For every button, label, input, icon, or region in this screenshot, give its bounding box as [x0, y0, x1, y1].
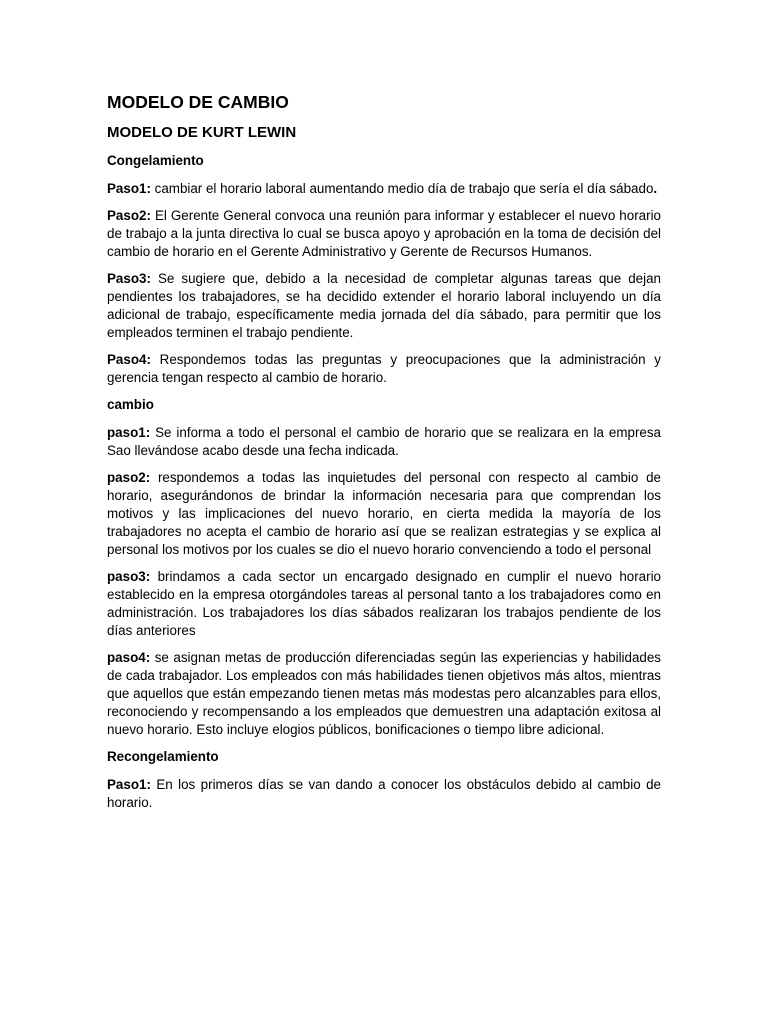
step-label: Paso1:	[107, 777, 151, 792]
section-heading-congelamiento: Congelamiento	[107, 153, 204, 168]
paragraph	[107, 351, 661, 387]
step-trail: .	[653, 181, 658, 196]
step-text: respondemos a todas las inquietudes del personal con respecto al cambio de horario, asegurándonos de brindar la información necesaria para que comprendan los motivos y las implicaciones del nuevo horario, en cierta medida la mayoría de los trabajadores no acepta el cambio de horario así que se realizan estrategias y se explica al personal los motivos por los cuales se dio el nuevo horario convenciendo a todo el personal	[107, 470, 661, 557]
document-title: MODELO DE CAMBIO	[107, 92, 289, 112]
paragraph	[107, 469, 661, 559]
paragraph	[107, 207, 661, 261]
step-text: En los primeros días se van dando a conocer los obstáculos debido al cambio de horario.	[107, 777, 661, 810]
step-label: Paso4:	[107, 352, 151, 367]
document-subtitle: MODELO DE KURT LEWIN	[107, 124, 297, 141]
step-text: se asignan metas de producción diferenciadas según las experiencias y habilidades de cada trabajador. Los empleados con más habilidades tienen objetivos más altos, mientras que aquellos que están empezando tienen metas más modestas pero alcanzables para ellos, reconociendo y recompensando a los empleados que demuestren una adaptación exitosa al nuevo horario. Esto incluye elogios públicos, bonificaciones o tiempo libre adicional.	[107, 650, 661, 737]
step-text: Se sugiere que, debido a la necesidad de completar algunas tareas que dejan pendientes los trabajadores, se ha decidido extender el horario laboral incluyendo un día adicional de trabajo, específicamente media jornada del día sábado, para permitir que los empleados terminen el trabajo pendiente.	[107, 271, 661, 340]
paragraph	[107, 424, 661, 460]
step-text: cambiar el horario laboral aumentando medio día de trabajo que sería el día sábado	[150, 181, 654, 196]
paragraph	[107, 180, 661, 198]
step-label: paso4:	[107, 650, 151, 665]
section-heading-recongelamiento: Recongelamiento	[107, 749, 219, 764]
step-label: Paso2:	[107, 208, 151, 223]
step-label: Paso3:	[107, 271, 151, 286]
step-label: paso3:	[107, 569, 151, 584]
paragraph	[107, 270, 661, 342]
step-text: Se informa a todo el personal el cambio de horario que se realizara en la empresa Sao llevándose acabo desde una fecha indicada.	[107, 425, 661, 458]
paragraph	[107, 776, 661, 812]
step-text: Respondemos todas las preguntas y preocupaciones que la administración y gerencia tengan respecto al cambio de horario.	[107, 352, 661, 385]
step-text: El Gerente General convoca una reunión para informar y establecer el nuevo horario de trabajo a la junta directiva lo cual se busca apoyo y aprobación en la toma de decisión del cambio de horario en el Gerente Administrativo y Gerente de Recursos Humanos.	[107, 208, 661, 259]
document-page	[107, 92, 661, 821]
section-heading-cambio: cambio	[107, 397, 154, 412]
step-label: Paso1:	[107, 181, 151, 196]
step-text: brindamos a cada sector un encargado designado en cumplir el nuevo horario establecido en la empresa otorgándoles tareas al personal tanto a los trabajadores como en administración. Los trabajadores los días sábados realizaran los trabajos pendiente de los días anteriores	[107, 569, 661, 638]
step-label: paso2:	[107, 470, 151, 485]
paragraph	[107, 649, 661, 739]
step-label: paso1:	[107, 425, 151, 440]
paragraph	[107, 568, 661, 640]
